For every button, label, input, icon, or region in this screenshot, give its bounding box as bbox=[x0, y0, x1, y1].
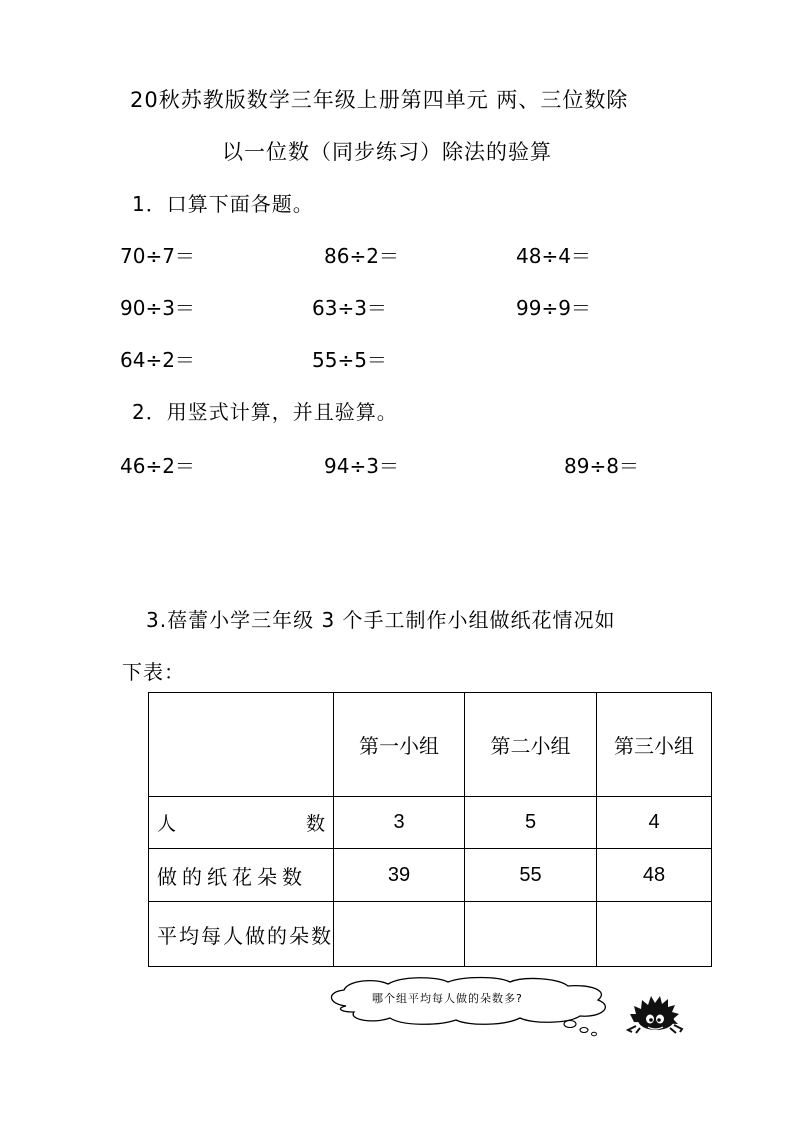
row-label-people bbox=[149, 797, 334, 849]
table-row bbox=[149, 849, 712, 902]
oral-item: 64÷2＝ bbox=[120, 348, 195, 372]
question-1-heading: 1．口算下面各题。 bbox=[132, 192, 314, 216]
hedgehog-icon bbox=[626, 992, 684, 1034]
oral-item: 90÷3＝ bbox=[120, 296, 195, 320]
page-title-line2: 以一位数（同步练习）除法的验算 bbox=[222, 140, 552, 164]
flower-table bbox=[148, 692, 712, 967]
oral-item: 70÷7＝ bbox=[120, 244, 195, 268]
vertical-calc-item: 89÷8＝ bbox=[564, 454, 639, 478]
people-cell: 4 bbox=[597, 797, 712, 849]
average-cell bbox=[465, 902, 597, 967]
vertical-calc-item: 46÷2＝ bbox=[120, 454, 195, 478]
row-label-average: 平均每人做的朵数 bbox=[149, 902, 334, 967]
flowers-cell: 39 bbox=[334, 849, 465, 902]
average-cell bbox=[597, 902, 712, 967]
table-row bbox=[149, 902, 712, 967]
row-label-people-left: 人 bbox=[157, 813, 177, 835]
page-title-line1: 20秋苏教版数学三年级上册第四单元 两、三位数除 bbox=[130, 88, 629, 112]
thought-bubble bbox=[318, 976, 618, 1038]
flowers-cell: 55 bbox=[465, 849, 597, 902]
average-cell bbox=[334, 902, 465, 967]
question-3-heading: 3.蓓蕾小学三年级 3 个手工制作小组做纸花情况如 bbox=[146, 608, 616, 632]
people-cell: 3 bbox=[334, 797, 465, 849]
row-label-flowers: 做的纸花朵数 bbox=[149, 849, 334, 902]
oral-item: 55÷5＝ bbox=[312, 348, 387, 372]
table-row bbox=[149, 797, 712, 849]
column-header: 第三小组 bbox=[597, 693, 712, 797]
table-corner-cell bbox=[149, 693, 334, 797]
column-header: 第二小组 bbox=[465, 693, 597, 797]
vertical-calc-item: 94÷3＝ bbox=[324, 454, 399, 478]
oral-item: 99÷9＝ bbox=[516, 296, 591, 320]
question-2-heading: 2．用竖式计算，并且验算。 bbox=[132, 400, 398, 424]
people-cell: 5 bbox=[465, 797, 597, 849]
flowers-cell: 48 bbox=[597, 849, 712, 902]
bubble-text: 哪个组平均每人做的朵数多? bbox=[372, 992, 523, 1005]
oral-item: 48÷4＝ bbox=[516, 244, 591, 268]
oral-item: 86÷2＝ bbox=[324, 244, 399, 268]
column-header: 第一小组 bbox=[334, 693, 465, 797]
question-3-heading-cont: 下表： bbox=[122, 660, 185, 684]
row-label-people-right: 数 bbox=[305, 813, 325, 835]
oral-item: 63÷3＝ bbox=[312, 296, 387, 320]
